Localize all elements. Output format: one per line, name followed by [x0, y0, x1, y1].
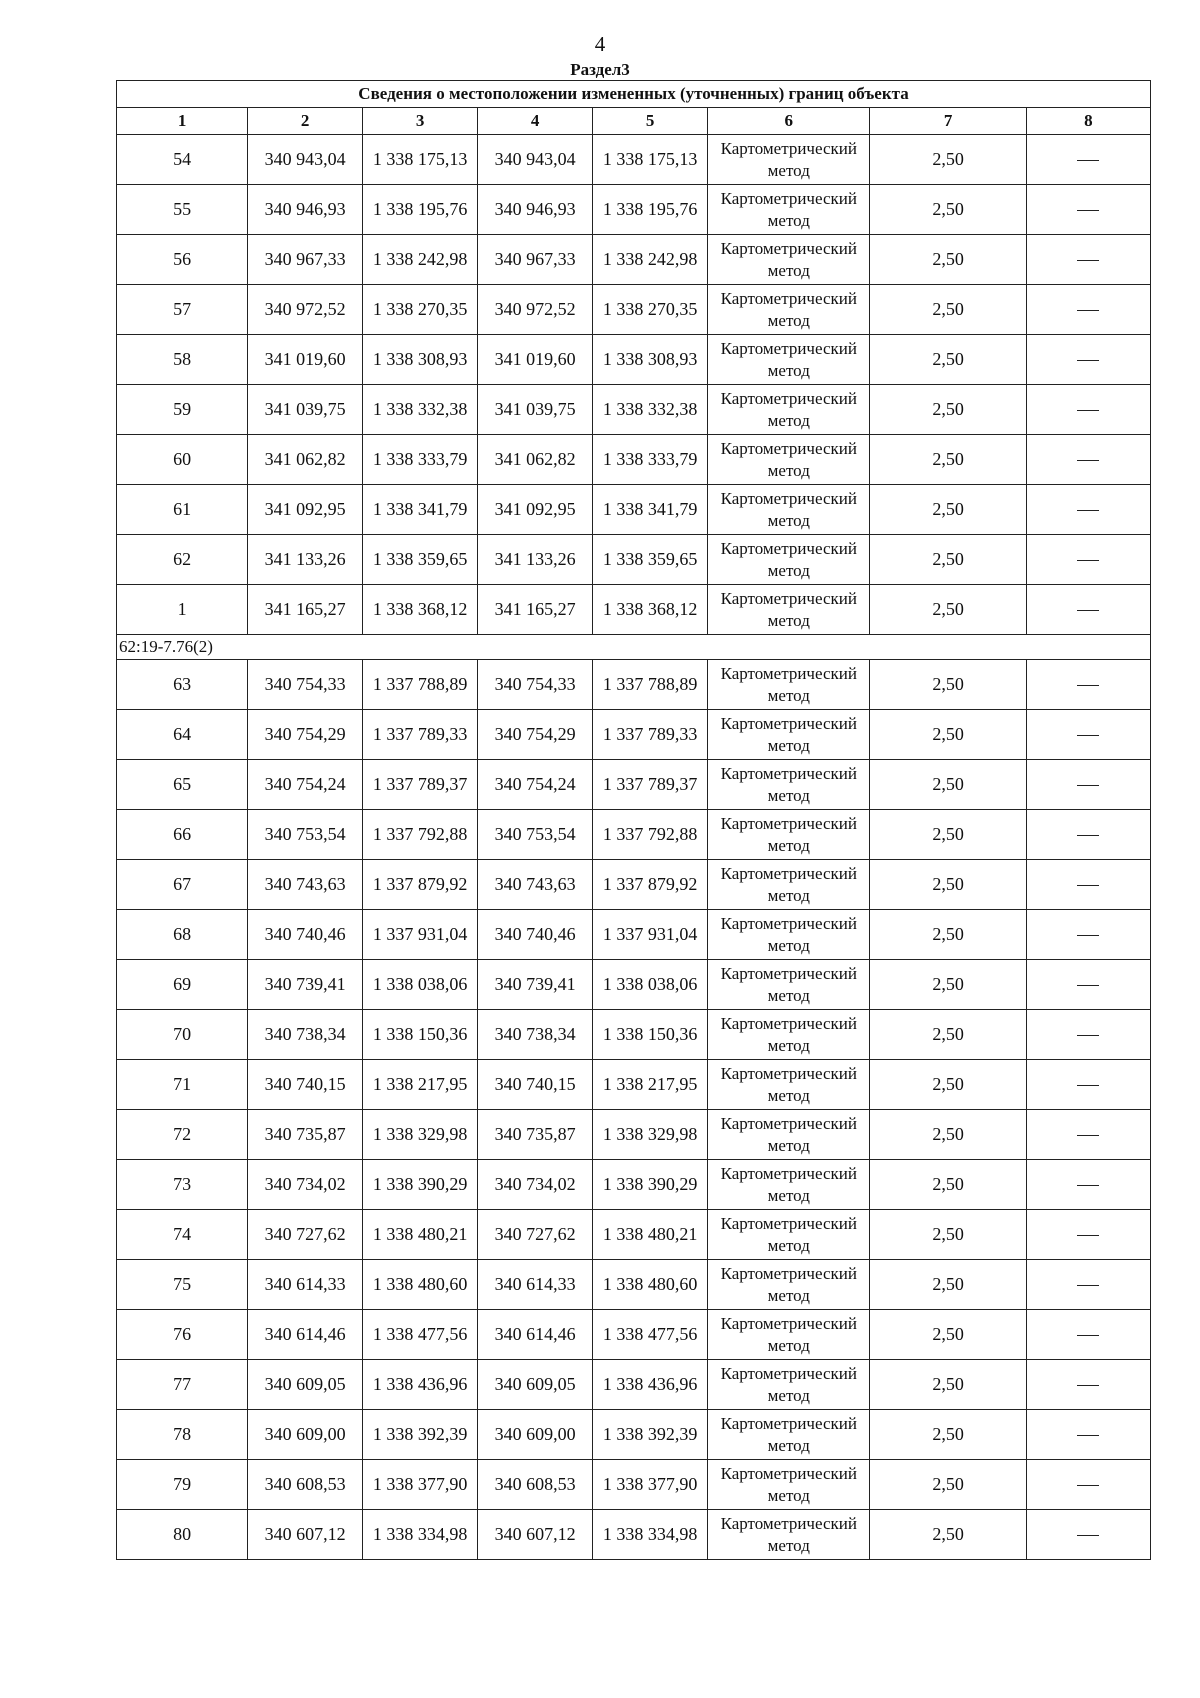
accuracy-cell: 2,50	[870, 1110, 1026, 1160]
point-number-cell: 64	[117, 710, 248, 760]
method-cell: Картометрический метод	[708, 960, 870, 1010]
dash-mark	[1077, 510, 1099, 511]
updated-y-cell: 1 337 879,92	[593, 860, 708, 910]
table-row	[117, 1060, 1151, 1110]
dash-mark	[1077, 835, 1099, 836]
updated-x-cell: 341 165,27	[478, 585, 593, 635]
accuracy-cell: 2,50	[870, 1060, 1026, 1110]
updated-y-cell: 1 338 334,98	[593, 1510, 708, 1560]
point-number-cell: 1	[117, 585, 248, 635]
updated-y-cell: 1 338 308,93	[593, 335, 708, 385]
dash-mark	[1077, 260, 1099, 261]
updated-y-cell: 1 338 038,06	[593, 960, 708, 1010]
existing-y-cell: 1 337 792,88	[363, 810, 478, 860]
table-row	[117, 960, 1151, 1010]
method-cell: Картометрический метод	[708, 135, 870, 185]
group-label: 62:19-7.76(2)	[117, 635, 1151, 660]
table-row	[117, 1210, 1151, 1260]
blank-cell	[1026, 710, 1150, 760]
method-cell: Картометрический метод	[708, 1310, 870, 1360]
dash-mark	[1077, 1385, 1099, 1386]
blank-cell	[1026, 235, 1150, 285]
table-row	[117, 585, 1151, 635]
point-number-cell: 67	[117, 860, 248, 910]
blank-cell	[1026, 1410, 1150, 1460]
table-row	[117, 910, 1151, 960]
accuracy-cell: 2,50	[870, 910, 1026, 960]
existing-y-cell: 1 338 480,60	[363, 1260, 478, 1310]
dash-mark	[1077, 310, 1099, 311]
existing-x-cell: 340 734,02	[248, 1160, 363, 1210]
accuracy-cell: 2,50	[870, 535, 1026, 585]
column-number: 4	[478, 108, 593, 135]
existing-x-cell: 341 092,95	[248, 485, 363, 535]
method-cell: Картометрический метод	[708, 860, 870, 910]
table-row	[117, 1310, 1151, 1360]
table-row	[117, 1410, 1151, 1460]
accuracy-cell: 2,50	[870, 285, 1026, 335]
method-cell: Картометрический метод	[708, 1410, 870, 1460]
accuracy-cell: 2,50	[870, 760, 1026, 810]
dash-mark	[1077, 935, 1099, 936]
column-number: 2	[248, 108, 363, 135]
dash-mark	[1077, 885, 1099, 886]
method-cell: Картометрический метод	[708, 710, 870, 760]
existing-y-cell: 1 338 038,06	[363, 960, 478, 1010]
existing-y-cell: 1 337 789,37	[363, 760, 478, 810]
existing-x-cell: 340 754,24	[248, 760, 363, 810]
column-number: 5	[593, 108, 708, 135]
existing-y-cell: 1 338 341,79	[363, 485, 478, 535]
point-number-cell: 76	[117, 1310, 248, 1360]
table-row	[117, 1160, 1151, 1210]
point-number-cell: 60	[117, 435, 248, 485]
blank-cell	[1026, 1110, 1150, 1160]
updated-y-cell: 1 338 480,60	[593, 1260, 708, 1310]
dash-mark	[1077, 1285, 1099, 1286]
point-number-cell: 56	[117, 235, 248, 285]
point-number-cell: 77	[117, 1360, 248, 1410]
updated-x-cell: 340 614,33	[478, 1260, 593, 1310]
blank-cell	[1026, 435, 1150, 485]
updated-x-cell: 341 062,82	[478, 435, 593, 485]
point-number-cell: 70	[117, 1010, 248, 1060]
existing-y-cell: 1 337 931,04	[363, 910, 478, 960]
existing-x-cell: 341 039,75	[248, 385, 363, 435]
accuracy-cell: 2,50	[870, 1210, 1026, 1260]
updated-x-cell: 340 740,15	[478, 1060, 593, 1110]
existing-x-cell: 340 972,52	[248, 285, 363, 335]
existing-x-cell: 340 735,87	[248, 1110, 363, 1160]
updated-x-cell: 340 754,24	[478, 760, 593, 810]
accuracy-cell: 2,50	[870, 1160, 1026, 1210]
dash-mark	[1077, 610, 1099, 611]
existing-y-cell: 1 338 242,98	[363, 235, 478, 285]
dash-mark	[1077, 1485, 1099, 1486]
dash-mark	[1077, 160, 1099, 161]
updated-x-cell: 341 019,60	[478, 335, 593, 385]
updated-y-cell: 1 338 341,79	[593, 485, 708, 535]
point-number-cell: 66	[117, 810, 248, 860]
blank-cell	[1026, 1360, 1150, 1410]
point-number-cell: 73	[117, 1160, 248, 1210]
existing-y-cell: 1 338 377,90	[363, 1460, 478, 1510]
method-cell: Картометрический метод	[708, 435, 870, 485]
existing-x-cell: 340 946,93	[248, 185, 363, 235]
table-row	[117, 135, 1151, 185]
dash-mark	[1077, 210, 1099, 211]
updated-x-cell: 340 943,04	[478, 135, 593, 185]
existing-x-cell: 340 754,33	[248, 660, 363, 710]
existing-y-cell: 1 338 333,79	[363, 435, 478, 485]
updated-y-cell: 1 338 390,29	[593, 1160, 708, 1210]
method-cell: Картометрический метод	[708, 585, 870, 635]
blank-cell	[1026, 335, 1150, 385]
method-cell: Картометрический метод	[708, 285, 870, 335]
method-cell: Картометрический метод	[708, 1110, 870, 1160]
blank-cell	[1026, 1010, 1150, 1060]
existing-x-cell: 340 740,15	[248, 1060, 363, 1110]
blank-cell	[1026, 535, 1150, 585]
column-number: 8	[1026, 108, 1150, 135]
accuracy-cell: 2,50	[870, 1510, 1026, 1560]
existing-y-cell: 1 337 879,92	[363, 860, 478, 910]
updated-y-cell: 1 337 931,04	[593, 910, 708, 960]
updated-y-cell: 1 338 329,98	[593, 1110, 708, 1160]
accuracy-cell: 2,50	[870, 1460, 1026, 1510]
updated-y-cell: 1 338 217,95	[593, 1060, 708, 1110]
point-number-cell: 65	[117, 760, 248, 810]
existing-x-cell: 340 607,12	[248, 1510, 363, 1560]
dash-mark	[1077, 1135, 1099, 1136]
dash-mark	[1077, 360, 1099, 361]
existing-y-cell: 1 338 368,12	[363, 585, 478, 635]
existing-x-cell: 340 608,53	[248, 1460, 363, 1510]
table-row	[117, 1010, 1151, 1060]
updated-x-cell: 340 754,29	[478, 710, 593, 760]
table-row	[117, 335, 1151, 385]
existing-y-cell: 1 338 392,39	[363, 1410, 478, 1460]
existing-x-cell: 340 614,46	[248, 1310, 363, 1360]
existing-y-cell: 1 338 270,35	[363, 285, 478, 335]
blank-cell	[1026, 1260, 1150, 1310]
existing-y-cell: 1 338 436,96	[363, 1360, 478, 1410]
accuracy-cell: 2,50	[870, 585, 1026, 635]
updated-y-cell: 1 338 332,38	[593, 385, 708, 435]
updated-y-cell: 1 337 789,33	[593, 710, 708, 760]
method-cell: Картометрический метод	[708, 1010, 870, 1060]
method-cell: Картометрический метод	[708, 660, 870, 710]
point-number-cell: 62	[117, 535, 248, 585]
updated-y-cell: 1 338 175,13	[593, 135, 708, 185]
table-row	[117, 1460, 1151, 1510]
updated-y-cell: 1 338 359,65	[593, 535, 708, 585]
point-number-cell: 78	[117, 1410, 248, 1460]
updated-y-cell: 1 338 270,35	[593, 285, 708, 335]
updated-x-cell: 341 039,75	[478, 385, 593, 435]
updated-y-cell: 1 338 480,21	[593, 1210, 708, 1260]
existing-y-cell: 1 338 480,21	[363, 1210, 478, 1260]
method-cell: Картометрический метод	[708, 1360, 870, 1410]
existing-y-cell: 1 337 788,89	[363, 660, 478, 710]
updated-y-cell: 1 338 333,79	[593, 435, 708, 485]
updated-x-cell: 341 092,95	[478, 485, 593, 535]
updated-x-cell: 340 739,41	[478, 960, 593, 1010]
existing-y-cell: 1 338 359,65	[363, 535, 478, 585]
table-row	[117, 1510, 1151, 1560]
existing-y-cell: 1 338 150,36	[363, 1010, 478, 1060]
accuracy-cell: 2,50	[870, 810, 1026, 860]
point-number-cell: 74	[117, 1210, 248, 1260]
point-number-cell: 58	[117, 335, 248, 385]
section-title: Раздел3	[570, 60, 630, 79]
point-number-cell: 59	[117, 385, 248, 435]
method-cell: Картометрический метод	[708, 535, 870, 585]
method-cell: Картометрический метод	[708, 810, 870, 860]
updated-y-cell: 1 337 789,37	[593, 760, 708, 810]
dash-mark	[1077, 1335, 1099, 1336]
dash-mark	[1077, 460, 1099, 461]
dash-mark	[1077, 1435, 1099, 1436]
blank-cell	[1026, 760, 1150, 810]
blank-cell	[1026, 1060, 1150, 1110]
existing-x-cell: 341 165,27	[248, 585, 363, 635]
existing-x-cell: 341 133,26	[248, 535, 363, 585]
method-cell: Картометрический метод	[708, 485, 870, 535]
existing-y-cell: 1 338 334,98	[363, 1510, 478, 1560]
blank-cell	[1026, 860, 1150, 910]
method-cell: Картометрический метод	[708, 1510, 870, 1560]
updated-x-cell: 340 754,33	[478, 660, 593, 710]
accuracy-cell: 2,50	[870, 710, 1026, 760]
table-row	[117, 235, 1151, 285]
method-cell: Картометрический метод	[708, 235, 870, 285]
table-row	[117, 760, 1151, 810]
blank-cell	[1026, 285, 1150, 335]
table-row	[117, 1260, 1151, 1310]
updated-y-cell: 1 338 242,98	[593, 235, 708, 285]
blank-cell	[1026, 1310, 1150, 1360]
point-number-cell: 54	[117, 135, 248, 185]
existing-x-cell: 340 753,54	[248, 810, 363, 860]
point-number-cell: 79	[117, 1460, 248, 1510]
group-row	[117, 635, 1151, 660]
existing-x-cell: 340 943,04	[248, 135, 363, 185]
updated-x-cell: 340 738,34	[478, 1010, 593, 1060]
blank-cell	[1026, 585, 1150, 635]
updated-y-cell: 1 338 477,56	[593, 1310, 708, 1360]
updated-y-cell: 1 338 392,39	[593, 1410, 708, 1460]
existing-x-cell: 340 743,63	[248, 860, 363, 910]
accuracy-cell: 2,50	[870, 660, 1026, 710]
point-number-cell: 63	[117, 660, 248, 710]
dash-mark	[1077, 685, 1099, 686]
point-number-cell: 57	[117, 285, 248, 335]
updated-x-cell: 340 946,93	[478, 185, 593, 235]
table-row	[117, 385, 1151, 435]
accuracy-cell: 2,50	[870, 485, 1026, 535]
updated-y-cell: 1 338 368,12	[593, 585, 708, 635]
existing-x-cell: 341 062,82	[248, 435, 363, 485]
blank-cell	[1026, 385, 1150, 435]
blank-cell	[1026, 135, 1150, 185]
table-row	[117, 485, 1151, 535]
blank-cell	[1026, 1510, 1150, 1560]
blank-cell	[1026, 910, 1150, 960]
existing-y-cell: 1 338 329,98	[363, 1110, 478, 1160]
point-number-cell: 68	[117, 910, 248, 960]
updated-x-cell: 340 740,46	[478, 910, 593, 960]
coordinates-table	[116, 80, 1151, 1560]
blank-cell	[1026, 1160, 1150, 1210]
column-number-row	[117, 108, 1151, 135]
method-cell: Картометрический метод	[708, 760, 870, 810]
accuracy-cell: 2,50	[870, 960, 1026, 1010]
existing-x-cell: 340 739,41	[248, 960, 363, 1010]
accuracy-cell: 2,50	[870, 1360, 1026, 1410]
method-cell: Картометрический метод	[708, 1060, 870, 1110]
point-number-cell: 55	[117, 185, 248, 235]
point-number-cell: 61	[117, 485, 248, 535]
accuracy-cell: 2,50	[870, 1410, 1026, 1460]
accuracy-cell: 2,50	[870, 1260, 1026, 1310]
accuracy-cell: 2,50	[870, 1010, 1026, 1060]
accuracy-cell: 2,50	[870, 435, 1026, 485]
updated-x-cell: 340 609,00	[478, 1410, 593, 1460]
column-number: 7	[870, 108, 1026, 135]
updated-x-cell: 340 735,87	[478, 1110, 593, 1160]
dash-mark	[1077, 1085, 1099, 1086]
dash-mark	[1077, 985, 1099, 986]
existing-y-cell: 1 338 308,93	[363, 335, 478, 385]
table-row	[117, 435, 1151, 485]
existing-x-cell: 340 738,34	[248, 1010, 363, 1060]
point-number-cell: 72	[117, 1110, 248, 1160]
accuracy-cell: 2,50	[870, 135, 1026, 185]
dash-mark	[1077, 1035, 1099, 1036]
existing-y-cell: 1 338 195,76	[363, 185, 478, 235]
method-cell: Картометрический метод	[708, 1460, 870, 1510]
point-number-cell: 75	[117, 1260, 248, 1310]
column-number: 6	[708, 108, 870, 135]
table-row	[117, 710, 1151, 760]
updated-x-cell: 340 727,62	[478, 1210, 593, 1260]
existing-x-cell: 340 614,33	[248, 1260, 363, 1310]
existing-x-cell: 340 609,00	[248, 1410, 363, 1460]
updated-x-cell: 340 972,52	[478, 285, 593, 335]
table-row	[117, 285, 1151, 335]
dash-mark	[1077, 735, 1099, 736]
table-row	[117, 660, 1151, 710]
updated-x-cell: 340 609,05	[478, 1360, 593, 1410]
updated-y-cell: 1 338 150,36	[593, 1010, 708, 1060]
accuracy-cell: 2,50	[870, 185, 1026, 235]
blank-cell	[1026, 960, 1150, 1010]
blank-cell	[1026, 185, 1150, 235]
table-row	[117, 1360, 1151, 1410]
accuracy-cell: 2,50	[870, 235, 1026, 285]
dash-mark	[1077, 1535, 1099, 1536]
dash-mark	[1077, 410, 1099, 411]
blank-cell	[1026, 485, 1150, 535]
existing-x-cell: 340 609,05	[248, 1360, 363, 1410]
method-cell: Картометрический метод	[708, 1260, 870, 1310]
accuracy-cell: 2,50	[870, 1310, 1026, 1360]
existing-y-cell: 1 337 789,33	[363, 710, 478, 760]
method-cell: Картометрический метод	[708, 1210, 870, 1260]
dash-mark	[1077, 1235, 1099, 1236]
method-cell: Картометрический метод	[708, 910, 870, 960]
accuracy-cell: 2,50	[870, 860, 1026, 910]
updated-x-cell: 340 743,63	[478, 860, 593, 910]
table-row	[117, 860, 1151, 910]
updated-x-cell: 340 967,33	[478, 235, 593, 285]
existing-x-cell: 340 740,46	[248, 910, 363, 960]
table-row	[117, 1110, 1151, 1160]
existing-y-cell: 1 338 332,38	[363, 385, 478, 435]
method-cell: Картометрический метод	[708, 335, 870, 385]
existing-y-cell: 1 338 175,13	[363, 135, 478, 185]
blank-cell	[1026, 660, 1150, 710]
updated-x-cell: 340 753,54	[478, 810, 593, 860]
existing-x-cell: 341 019,60	[248, 335, 363, 385]
point-number-cell: 71	[117, 1060, 248, 1110]
dash-mark	[1077, 560, 1099, 561]
column-number: 1	[117, 108, 248, 135]
blank-cell	[1026, 810, 1150, 860]
existing-y-cell: 1 338 390,29	[363, 1160, 478, 1210]
existing-x-cell: 340 727,62	[248, 1210, 363, 1260]
updated-y-cell: 1 337 788,89	[593, 660, 708, 710]
method-cell: Картометрический метод	[708, 385, 870, 435]
accuracy-cell: 2,50	[870, 335, 1026, 385]
existing-x-cell: 340 967,33	[248, 235, 363, 285]
method-cell: Картометрический метод	[708, 1160, 870, 1210]
point-number-cell: 69	[117, 960, 248, 1010]
updated-x-cell: 341 133,26	[478, 535, 593, 585]
table-row	[117, 535, 1151, 585]
table-row	[117, 810, 1151, 860]
updated-x-cell: 340 608,53	[478, 1460, 593, 1510]
existing-x-cell: 340 754,29	[248, 710, 363, 760]
updated-y-cell: 1 338 195,76	[593, 185, 708, 235]
blank-cell	[1026, 1460, 1150, 1510]
dash-mark	[1077, 785, 1099, 786]
column-number: 3	[363, 108, 478, 135]
updated-x-cell: 340 734,02	[478, 1160, 593, 1210]
dash-mark	[1077, 1185, 1099, 1186]
page-number: 4	[594, 32, 606, 56]
table-caption: Сведения о местоположении измененных (уточненных) границ объекта	[117, 81, 1151, 108]
point-number-cell: 80	[117, 1510, 248, 1560]
updated-y-cell: 1 338 436,96	[593, 1360, 708, 1410]
existing-y-cell: 1 338 477,56	[363, 1310, 478, 1360]
updated-y-cell: 1 338 377,90	[593, 1460, 708, 1510]
table-row	[117, 185, 1151, 235]
existing-y-cell: 1 338 217,95	[363, 1060, 478, 1110]
accuracy-cell: 2,50	[870, 385, 1026, 435]
updated-x-cell: 340 607,12	[478, 1510, 593, 1560]
updated-x-cell: 340 614,46	[478, 1310, 593, 1360]
method-cell: Картометрический метод	[708, 185, 870, 235]
updated-y-cell: 1 337 792,88	[593, 810, 708, 860]
blank-cell	[1026, 1210, 1150, 1260]
